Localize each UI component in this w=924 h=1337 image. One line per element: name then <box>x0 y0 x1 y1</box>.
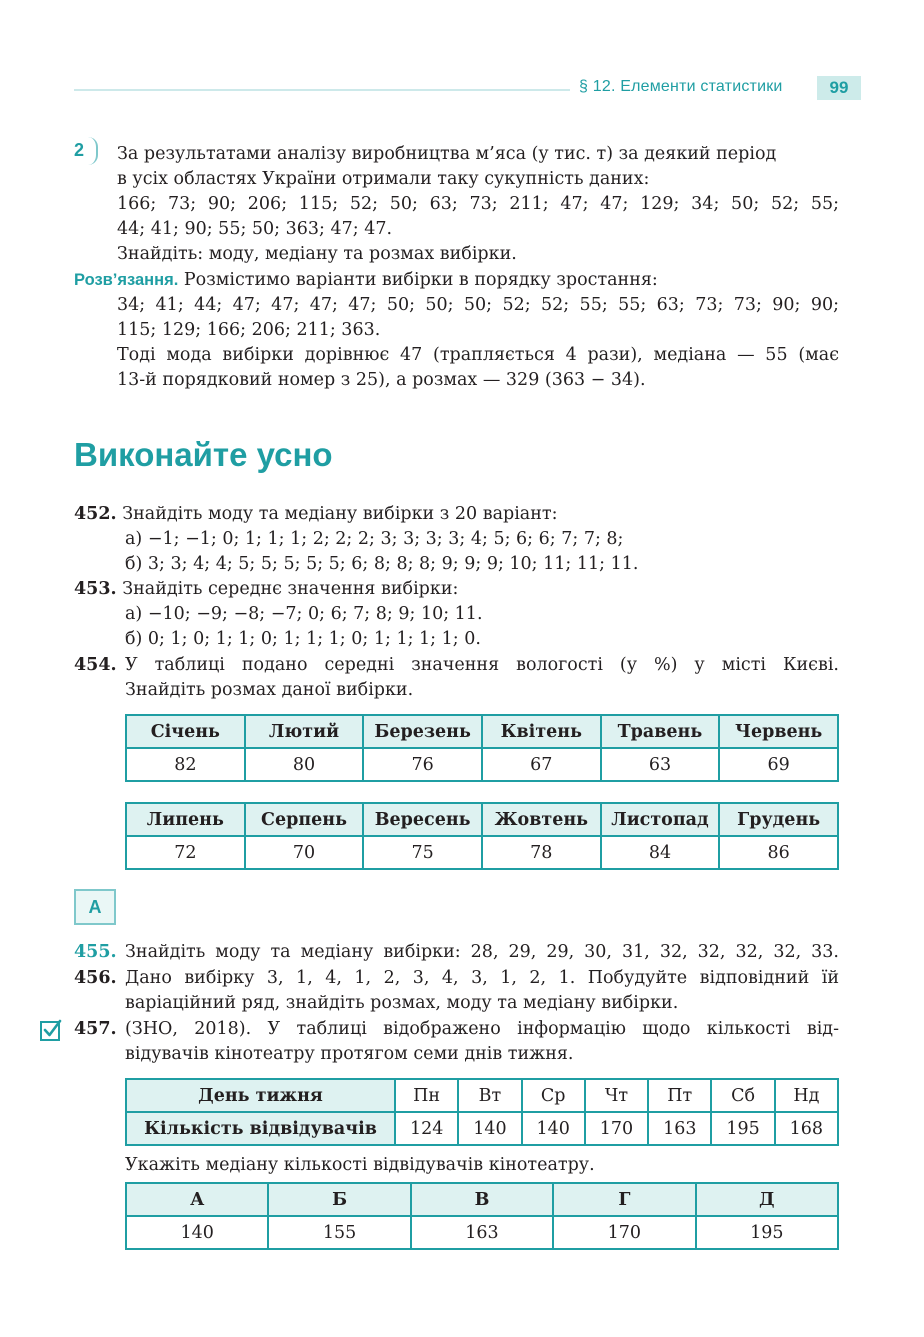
answer-value: 140 <box>126 1216 268 1249</box>
visitors-table <box>125 1078 839 1146</box>
table-row <box>126 1079 838 1112</box>
exercise-453-a: а) −10; −9; −8; −7; 0; 6; 7; 8; 9; 10; 11. <box>125 604 483 624</box>
solution-line-1 <box>74 268 658 293</box>
table-cell: Жовтень <box>482 803 601 836</box>
table-cell: 170 <box>585 1112 648 1145</box>
exercise-452-b: б) 3; 3; 4; 4; 5; 5; 5; 5; 5; 6; 8; 8; 8; 9; 9; 9; 10; 11; 11; 11. <box>125 554 639 574</box>
exercise-456 <box>74 966 117 991</box>
solution-line-2: 34; 41; 44; 47; 47; 47; 47; 50; 50; 50; 52; 52; 55; 55; 63; 73; 73; 90; 90; <box>117 295 839 315</box>
table-cell: 140 <box>458 1112 521 1145</box>
solution-text: Розмістимо варіанти вибірки в порядку зростання: <box>183 270 658 290</box>
example-line-2: в усіх областях України отримали таку сукупність даних: <box>117 169 650 189</box>
table-cell: Травень <box>601 715 720 748</box>
table-cell: 70 <box>245 836 364 869</box>
solution-line-3: 115; 129; 166; 206; 211; 363. <box>117 320 381 340</box>
table-cell: Лютий <box>245 715 364 748</box>
solution-line-5: 13-й порядковий номер з 25), а розмах — 329 (363 − 34). <box>117 370 646 390</box>
exercise-text: Знайдіть середнє значення вибірки: <box>122 579 459 599</box>
table-header-row <box>126 1183 838 1216</box>
humidity-table-2 <box>125 802 839 870</box>
table-row <box>126 1216 838 1249</box>
table-cell: Чт <box>585 1079 648 1112</box>
exercise-453-b: б) 0; 1; 0; 1; 1; 0; 1; 1; 1; 0; 1; 1; 1; 1; 0. <box>125 629 481 649</box>
table-header-row <box>126 803 838 836</box>
example-marker: 2 <box>74 140 85 160</box>
table-cell: Березень <box>363 715 482 748</box>
running-header: § 12. Елементи статистики <box>579 78 783 95</box>
exercise-456-line-1: Дано вибірку 3, 1, 4, 1, 2, 3, 4, 3, 1, 2, 1. Побудуйте відповідний їй <box>125 968 839 988</box>
exercise-number: 453. <box>74 579 117 599</box>
table-row-label: Кількість відвідувачів <box>126 1112 395 1145</box>
table-cell: 78 <box>482 836 601 869</box>
table-cell: 86 <box>719 836 838 869</box>
table-cell: Пт <box>648 1079 711 1112</box>
example-line-4: 44; 41; 90; 55; 50; 363; 47; 47. <box>117 219 393 239</box>
table-cell: 168 <box>775 1112 838 1145</box>
answer-letter: А <box>126 1183 268 1216</box>
table-header-row <box>126 715 838 748</box>
table-cell: Пн <box>395 1079 458 1112</box>
table-cell: 195 <box>711 1112 774 1145</box>
table-cell: 80 <box>245 748 364 781</box>
table-cell: Грудень <box>719 803 838 836</box>
solution-line-4: Тоді мода вибірки дорівнює 47 (трапляється 4 рази), медіана — 55 (має <box>117 345 839 365</box>
example-bracket <box>86 137 98 165</box>
table-cell: 82 <box>126 748 245 781</box>
table-cell: Ср <box>522 1079 585 1112</box>
table-row <box>126 836 838 869</box>
table-cell: 75 <box>363 836 482 869</box>
answer-letter: Б <box>268 1183 410 1216</box>
humidity-table-1 <box>125 714 839 782</box>
exercise-453 <box>74 577 458 602</box>
solution-label: Розв’язання. <box>74 271 179 289</box>
header-rule <box>74 89 570 91</box>
table-cell: 163 <box>648 1112 711 1145</box>
section-title: Виконайте усно <box>74 436 333 473</box>
table-cell: 76 <box>363 748 482 781</box>
table-row <box>126 1112 838 1145</box>
table-cell: Серпень <box>245 803 364 836</box>
exercise-number: 455. <box>74 942 117 962</box>
level-a-badge: А <box>74 889 116 925</box>
exercise-456-line-2: варіаційний ряд, знайдіть розмах, моду та медіану вибірки. <box>125 993 679 1013</box>
exercise-number: 456. <box>74 968 117 988</box>
exercise-454-line-1: У таблиці подано середні значення вологості (у %) у місті Києві. <box>125 655 839 675</box>
table-cell: Листопад <box>601 803 720 836</box>
table-cell: 124 <box>395 1112 458 1145</box>
exercise-457-line-1: (ЗНО, 2018). У таблиці відображено інформацію щодо кількості від- <box>125 1019 839 1039</box>
table-cell: 63 <box>601 748 720 781</box>
example-line-5: Знайдіть: моду, медіану та розмах вибірки. <box>117 244 517 264</box>
table-cell: 72 <box>126 836 245 869</box>
table-cell: Нд <box>775 1079 838 1112</box>
answer-letter: Д <box>696 1183 838 1216</box>
answer-letter: В <box>411 1183 553 1216</box>
table-cell: 84 <box>601 836 720 869</box>
exercise-457 <box>74 1017 117 1042</box>
table-row <box>126 748 838 781</box>
exercise-number: 454. <box>74 655 117 675</box>
table-cell: Вт <box>458 1079 521 1112</box>
exercise-text: Знайдіть моду та медіану вибірки з 20 варіант: <box>122 504 558 524</box>
table-cell: 140 <box>522 1112 585 1145</box>
answer-options-table <box>125 1182 839 1250</box>
exercise-number: 457. <box>74 1019 117 1039</box>
answer-letter: Г <box>553 1183 695 1216</box>
answer-value: 170 <box>553 1216 695 1249</box>
table-cell: Сб <box>711 1079 774 1112</box>
checkbox-icon <box>40 1019 62 1041</box>
exercise-457-line-2: відувачів кінотеатру протягом семи днів тижня. <box>125 1044 574 1064</box>
example-line-3: 166; 73; 90; 206; 115; 52; 50; 63; 73; 211; 47; 47; 129; 34; 50; 52; 55; <box>117 194 839 214</box>
table-cell: Вересень <box>363 803 482 836</box>
table-cell: 67 <box>482 748 601 781</box>
page-number: 99 <box>817 76 861 100</box>
exercise-number: 452. <box>74 504 117 524</box>
exercise-457-question: Укажіть медіану кількості відвідувачів кінотеатру. <box>125 1155 595 1175</box>
exercise-455-text: Знайдіть моду та медіану вибірки: 28, 29, 29, 30, 31, 32, 32, 32, 32, 33. <box>125 942 839 962</box>
exercise-455 <box>74 940 117 965</box>
table-cell: 69 <box>719 748 838 781</box>
table-cell: Червень <box>719 715 838 748</box>
table-row-label: День тижня <box>126 1079 395 1112</box>
answer-value: 155 <box>268 1216 410 1249</box>
table-cell: Липень <box>126 803 245 836</box>
answer-value: 163 <box>411 1216 553 1249</box>
exercise-452 <box>74 502 557 527</box>
table-cell: Січень <box>126 715 245 748</box>
exercise-454 <box>74 653 117 678</box>
table-cell: Квітень <box>482 715 601 748</box>
answer-value: 195 <box>696 1216 838 1249</box>
exercise-452-a: а) −1; −1; 0; 1; 1; 1; 2; 2; 2; 3; 3; 3; 3; 4; 5; 6; 6; 7; 7; 8; <box>125 529 624 549</box>
example-line-1: За результатами аналізу виробництва м’яса (у тис. т) за деякий період <box>117 144 777 164</box>
exercise-454-line-2: Знайдіть розмах даної вибірки. <box>125 680 414 700</box>
